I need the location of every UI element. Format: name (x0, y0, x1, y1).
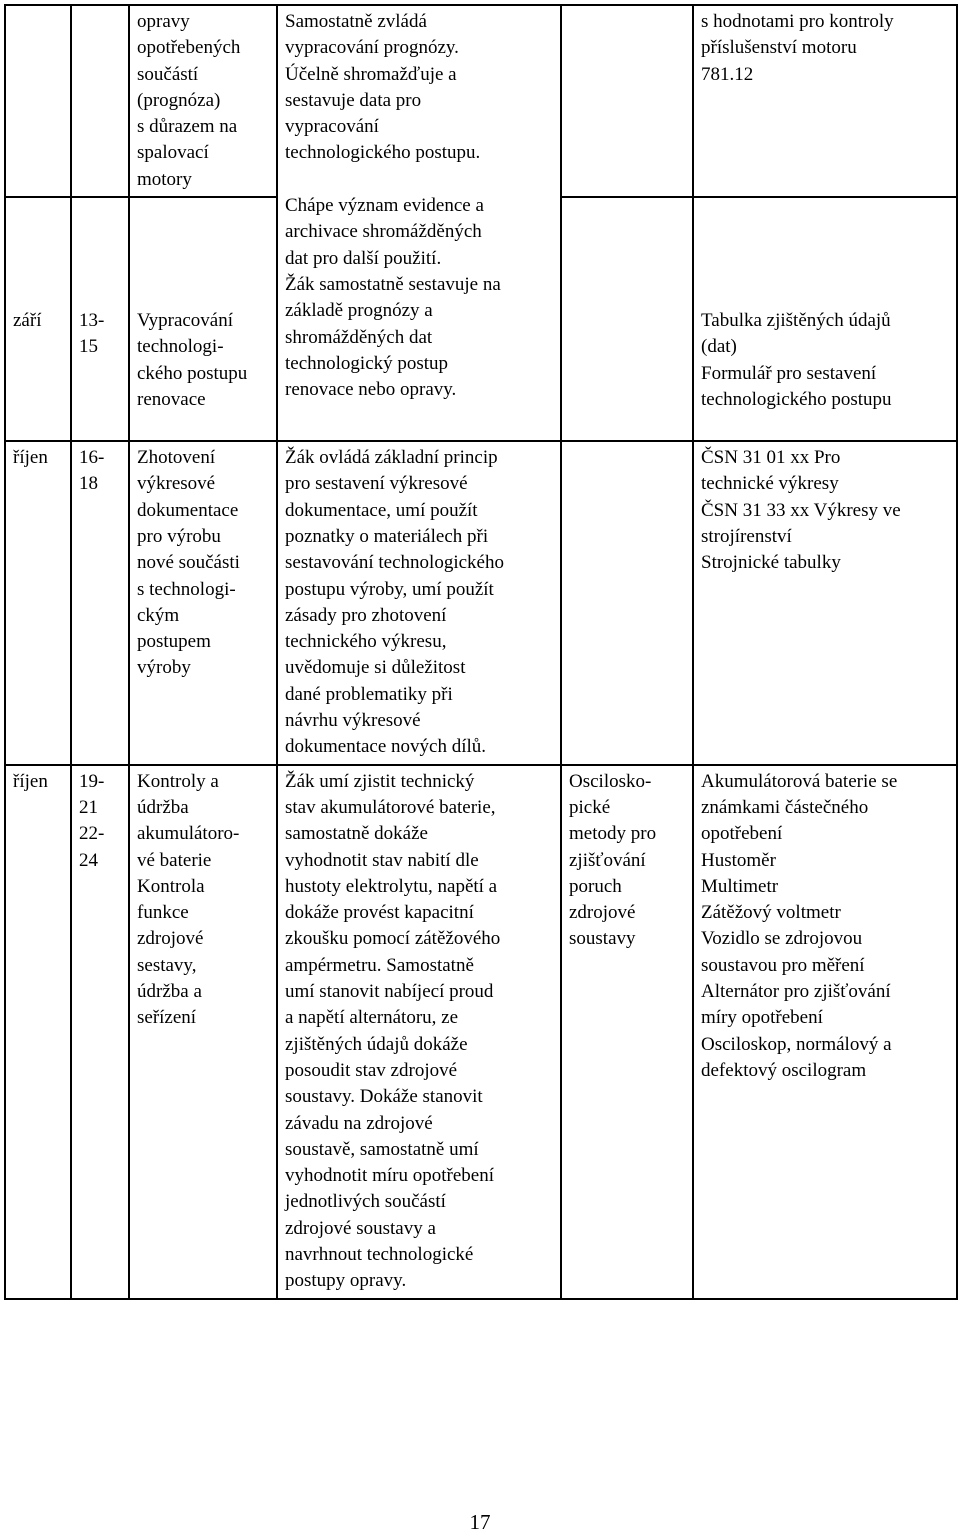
topic-text: Zhotovení výkresové dokumentace pro výrobu nové součásti s technologi- ckým postupem výroby (137, 447, 240, 679)
methods-cell (561, 765, 693, 1299)
hours-cell (71, 765, 129, 1299)
outcomes-text: Samostatně zvládá vypracování prognózy. Účelně shromažďuje a sestavuje data pro vypracování technologického postupu. Chápe význam evidence a archivace shromážděných dat pro další použití. (285, 11, 484, 269)
month-text: říjen (13, 770, 48, 792)
curriculum-table (4, 4, 958, 1300)
hours-text: 16- 18 (79, 447, 105, 495)
topic-cell (129, 197, 277, 441)
page-number: 17 (469, 1510, 491, 1534)
methods-cell (561, 441, 693, 765)
hours-text: 13- 15 (79, 310, 105, 358)
month-text: září (13, 310, 42, 332)
topic-text: Kontroly a údržba akumulátoro- vé baterie Kontrola funkce zdrojové sestavy, údržba a seřízení (137, 770, 240, 1029)
topic-cell (129, 5, 277, 197)
aids-cell (693, 765, 957, 1299)
hours-text: 19- 21 22- 24 (79, 770, 105, 871)
month-text: říjen (13, 447, 48, 469)
topic-cell (129, 765, 277, 1299)
table-row (5, 5, 957, 197)
topic-cell (129, 441, 277, 765)
month-cell (5, 197, 71, 441)
table-row (5, 441, 957, 765)
outcomes-cell (277, 5, 561, 441)
outcomes-text: Žák ovládá základní princip pro sestavení výkresové dokumentace, umí použít poznatky o materiálech při sestavování technologického postupu výroby, umí použít zásady pro zhotovení technického výkresu, uvědomuje si důležitost dané problematiky při návrhu výkresové dokumentace nových dílů. (285, 447, 504, 758)
aids-text: s hodnotami pro kontroly příslušenství motoru 781.12 (701, 11, 894, 85)
month-cell (5, 441, 71, 765)
methods-cell (561, 197, 693, 441)
aids-cell (693, 197, 957, 441)
outcomes-cell (277, 765, 561, 1299)
aids-text: Tabulka zjištěných údajů (dat) Formulář pro sestavení technologického postupu (701, 310, 892, 410)
methods-cell (561, 5, 693, 197)
aids-cell (693, 441, 957, 765)
outcomes-text: Žák umí zjistit technický stav akumulátorové baterie, samostatně dokáže vyhodnotit stav nabití dle hustoty elektrolytu, napětí a dokáže provést kapacitní zkoušku pomocí zátěžového ampérmetru. Samostatně umí stanovit nabíjecí proud a napětí alternátoru, ze zjištěných údajů dokáže posoudit stav zdrojové soustavy. Dokáže stanovit závadu na zdrojové soustavě, samostatně umí vyhodnotit míru opotřebení jednotlivých součástí zdrojové soustavy a navrhnout technologické postupy opravy. (285, 770, 501, 1292)
hours-cell (71, 441, 129, 765)
aids-text: Akumulátorová baterie se známkami částečného opotřebení Hustoměr Multimetr Zátěžový voltmetr Vozidlo se zdrojovou soustavou pro měření Alternátor pro zjišťování míry opotřebení Osciloskop, normálový a defektový oscilogram (701, 770, 898, 1081)
topic-text: opravy opotřebených součástí (prognóza) s důrazem na spalovací motory (137, 11, 241, 190)
hours-cell (71, 5, 129, 197)
methods-text: Oscilosko- pické metody pro zjišťování poruch zdrojové soustavy (569, 770, 657, 950)
outcomes-text: Žák samostatně sestavuje na základě prognózy a shromážděných dat technologický postup renovace nebo opravy. (285, 273, 501, 401)
hours-cell (71, 197, 129, 441)
month-cell (5, 765, 71, 1299)
table-row (5, 765, 957, 1299)
month-cell (5, 5, 71, 197)
aids-text: ČSN 31 01 xx Pro technické výkresy ČSN 31 33 xx Výkresy ve strojírenství Strojnické tabulky (701, 447, 901, 574)
aids-cell (693, 5, 957, 197)
topic-text: Vypracování technologi- ckého postupu renovace (137, 310, 248, 410)
outcomes-cell (277, 441, 561, 765)
